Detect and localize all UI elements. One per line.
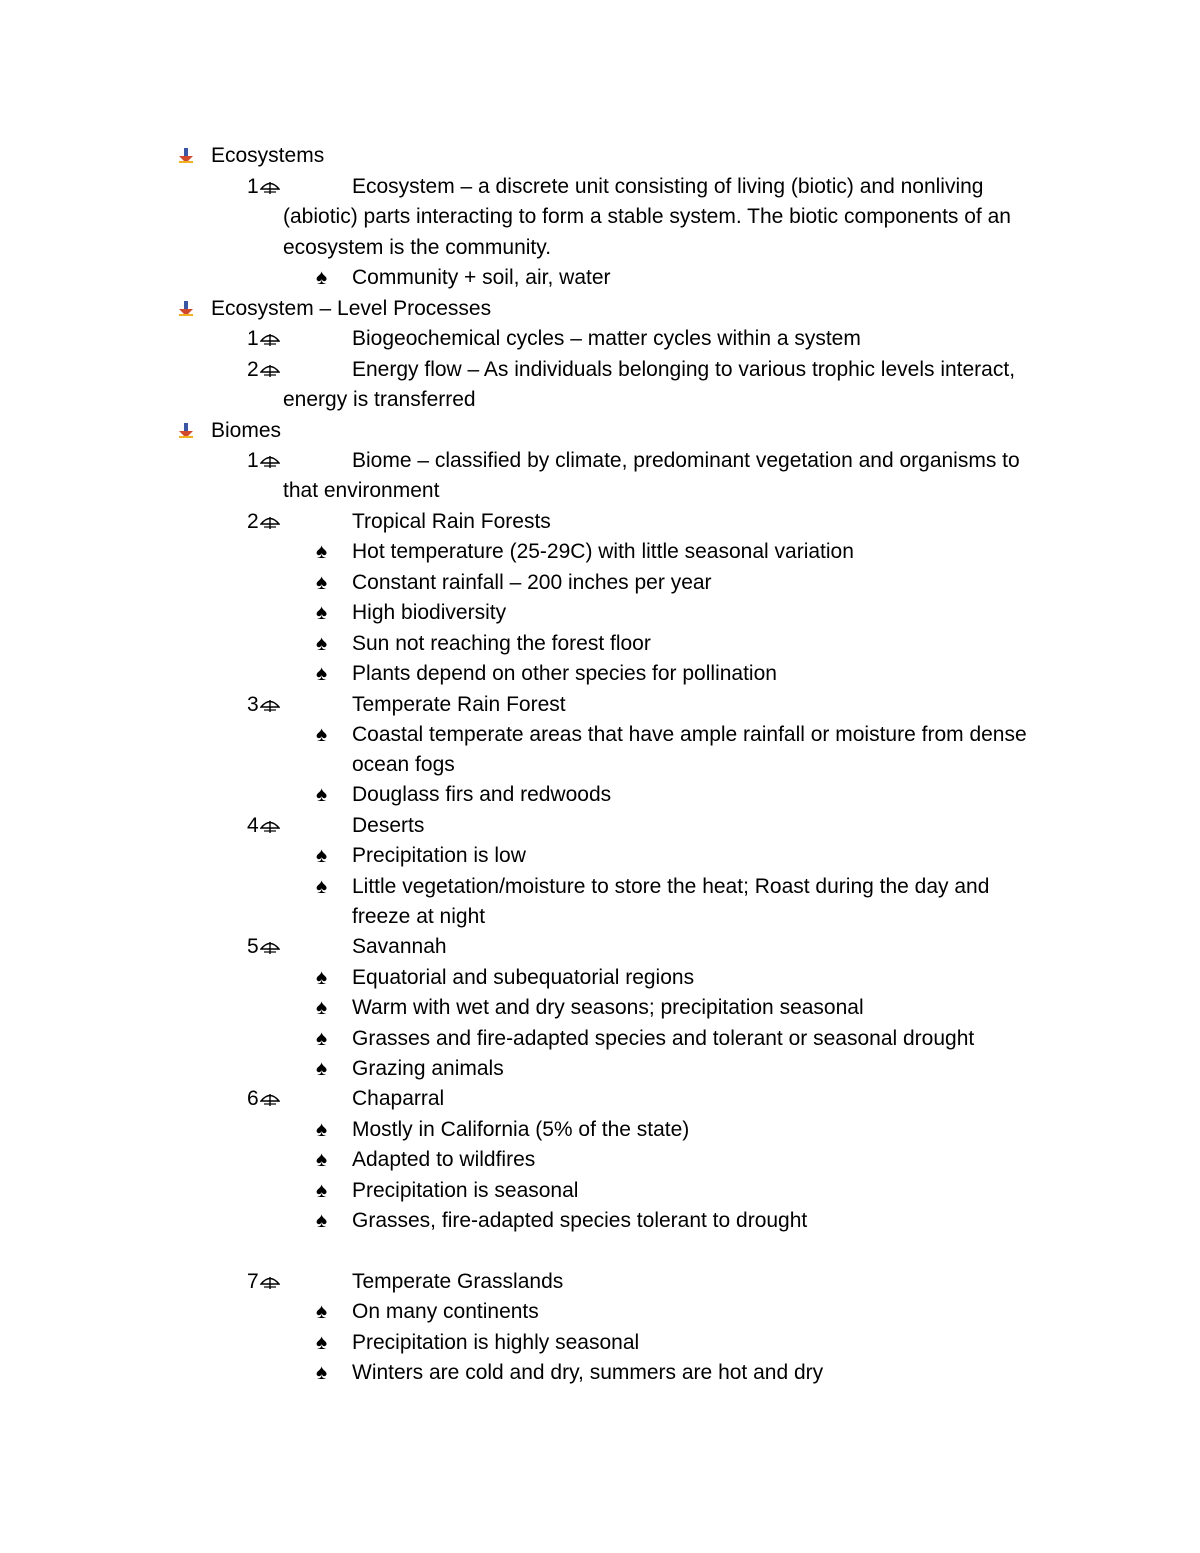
spade-bullet: ♠ [316, 783, 328, 806]
item-number: 4 [247, 814, 259, 837]
spade-bullet: ♠ [316, 875, 328, 898]
spade-bullet: ♠ [316, 266, 328, 289]
spade-bullet: ♠ [316, 844, 328, 867]
spade-bullet: ♠ [316, 966, 328, 989]
item-text: (abiotic) parts interacting to form a stable system. The biotic components of an [283, 205, 1011, 228]
spade-bullet: ♠ [316, 1331, 328, 1354]
spade-bullet: ♠ [316, 1148, 328, 1171]
item-number: 6 [247, 1087, 259, 1110]
bullet-text: Warm with wet and dry seasons; precipitation seasonal [352, 996, 864, 1019]
bullet-text: freeze at night [352, 905, 486, 928]
bullet-text: On many continents [352, 1300, 539, 1323]
umbrella-icon [260, 327, 280, 357]
item-text: Biogeochemical cycles – matter cycles within a system [352, 327, 861, 350]
bullet-text: Equatorial and subequatorial regions [352, 966, 695, 989]
spade-bullet: ♠ [316, 601, 328, 624]
item-number: 1 [247, 327, 259, 350]
section-title: Ecosystems [211, 144, 325, 167]
item-text: Deserts [352, 814, 425, 837]
umbrella-icon [260, 935, 280, 965]
spade-bullet: ♠ [316, 632, 328, 655]
bullet-text: Grasses, fire-adapted species tolerant to drought [352, 1209, 808, 1232]
section-title: Biomes [211, 419, 282, 442]
item-text: Energy flow – As individuals belonging to various trophic levels interact, [352, 358, 1016, 381]
bullet-text: Winters are cold and dry, summers are hot and dry [352, 1361, 824, 1384]
spade-bullet: ♠ [316, 1027, 328, 1050]
bullet-text: Plants depend on other species for pollination [352, 662, 777, 685]
bullet-text: Grazing animals [352, 1057, 504, 1080]
bullet-text: Mostly in California (5% of the state) [352, 1118, 690, 1141]
spade-bullet: ♠ [316, 1118, 328, 1141]
item-number: 7 [247, 1270, 259, 1293]
bullet-text: ocean fogs [352, 753, 455, 776]
down-arrow-icon [178, 294, 196, 324]
bullet-text: Little vegetation/moisture to store the heat; Roast during the day and [352, 875, 990, 898]
item-number: 2 [247, 510, 259, 533]
umbrella-icon [260, 1087, 280, 1117]
item-text: Chaparral [352, 1087, 445, 1110]
item-text: Temperate Rain Forest [352, 693, 566, 716]
spade-bullet: ♠ [316, 1179, 328, 1202]
bullet-text: Douglass firs and redwoods [352, 783, 612, 806]
bullet-text: Constant rainfall – 200 inches per year [352, 571, 712, 594]
bullet-text: Coastal temperate areas that have ample rainfall or moisture from dense [352, 723, 1027, 746]
item-text: that environment [283, 479, 440, 502]
bullet-text: Adapted to wildfires [352, 1148, 536, 1171]
item-text: Tropical Rain Forests [352, 510, 551, 533]
item-number: 2 [247, 358, 259, 381]
spade-bullet: ♠ [316, 1057, 328, 1080]
item-text: Savannah [352, 935, 447, 958]
item-text: energy is transferred [283, 388, 476, 411]
umbrella-icon [260, 358, 280, 388]
down-arrow-icon [178, 141, 196, 171]
spade-bullet: ♠ [316, 1361, 328, 1384]
bullet-text: Precipitation is low [352, 844, 526, 867]
item-number: 1 [247, 175, 259, 198]
bullet-text: Precipitation is seasonal [352, 1179, 579, 1202]
spade-bullet: ♠ [316, 1300, 328, 1323]
down-arrow-icon [178, 416, 196, 446]
umbrella-icon [260, 175, 280, 205]
item-text: ecosystem is the community. [283, 236, 552, 259]
bullet-text: Community + soil, air, water [352, 266, 611, 289]
spade-bullet: ♠ [316, 571, 328, 594]
bullet-text: Precipitation is highly seasonal [352, 1331, 640, 1354]
item-text: Ecosystem – a discrete unit consisting of living (biotic) and nonliving [352, 175, 984, 198]
item-number: 5 [247, 935, 259, 958]
bullet-text: Hot temperature (25-29C) with little seasonal variation [352, 540, 854, 563]
item-text: Temperate Grasslands [352, 1270, 564, 1293]
spade-bullet: ♠ [316, 723, 328, 746]
umbrella-icon [260, 449, 280, 479]
bullet-text: High biodiversity [352, 601, 507, 624]
spade-bullet: ♠ [316, 540, 328, 563]
spade-bullet: ♠ [316, 662, 328, 685]
bullet-text: Grasses and fire-adapted species and tolerant or seasonal drought [352, 1027, 975, 1050]
umbrella-icon [260, 814, 280, 844]
umbrella-icon [260, 1270, 280, 1300]
bullet-text: Sun not reaching the forest floor [352, 632, 651, 655]
item-text: Biome – classified by climate, predominant vegetation and organisms to [352, 449, 1020, 472]
umbrella-icon [260, 693, 280, 723]
spade-bullet: ♠ [316, 1209, 328, 1232]
section-title: Ecosystem – Level Processes [211, 297, 492, 320]
item-number: 3 [247, 693, 259, 716]
spade-bullet: ♠ [316, 996, 328, 1019]
umbrella-icon [260, 510, 280, 540]
item-number: 1 [247, 449, 259, 472]
